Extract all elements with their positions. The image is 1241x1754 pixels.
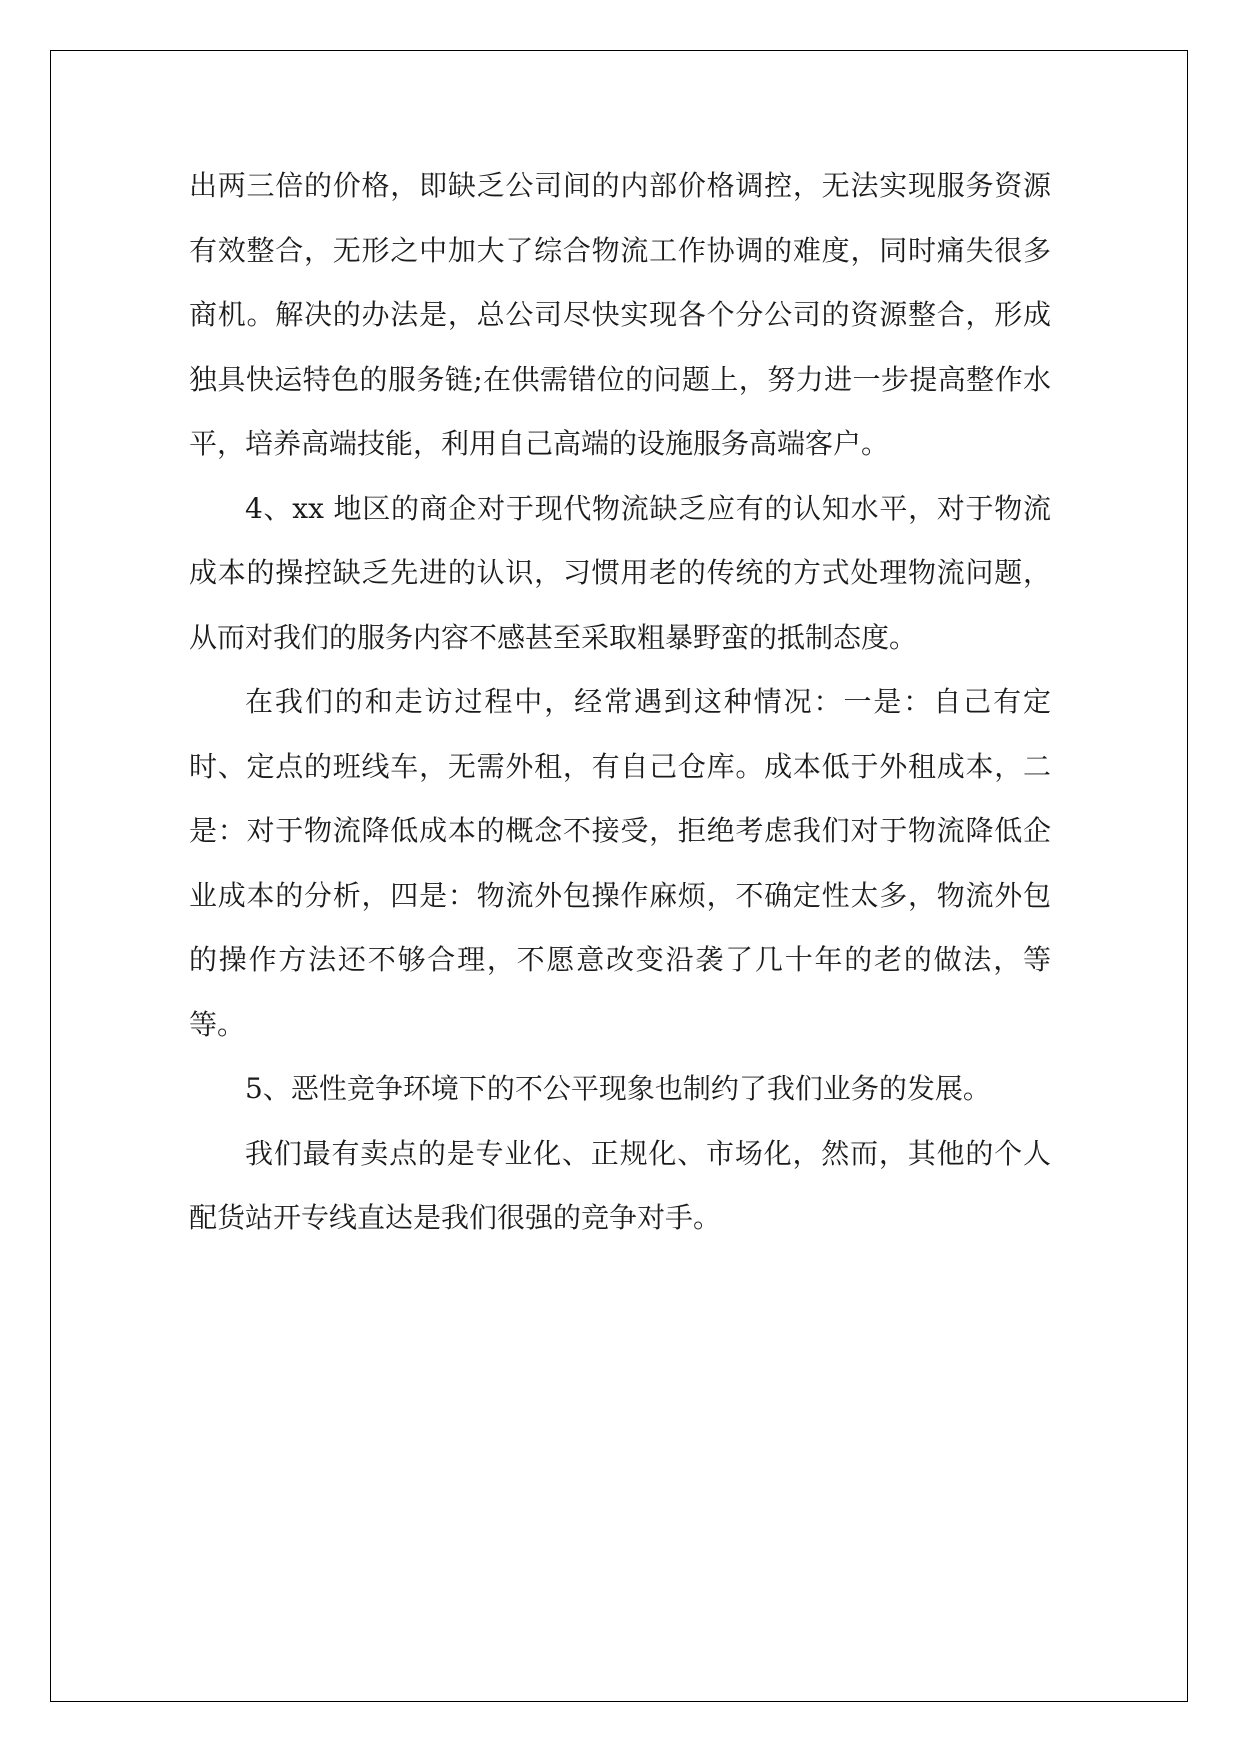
paragraph-2: 4、xx 地区的商企对于现代物流缺乏应有的认知水平，对于物流成本的操控缺乏先进的认识，习惯用老的传统的方式处理物流问题，从而对我们的服务内容不感甚至采取粗暴野蛮的抵制态度。 [189, 491, 1051, 654]
document-body [189, 154, 1051, 1251]
paragraph-1: 出两三倍的价格，即缺乏公司间的内部价格调控，无法实现服务资源有效整合，无形之中加大了综合物流工作协调的难度，同时痛失很多商机。解决的办法是，总公司尽快实现各个分公司的资源整合，形成独具快运特色的服务链;在供需错位的问题上，努力进一步提高整作水平，培养高端技能，利用自己高端的设施服务高端客户。 [189, 169, 1051, 460]
paragraph-5: 我们最有卖点的是专业化、正规化、市场化，然而，其他的个人配货站开专线直达是我们很强的竞争对手。 [189, 1136, 1051, 1234]
paragraph-4: 5、恶性竞争环境下的不公平现象也制约了我们业务的发展。 [245, 1072, 991, 1105]
paragraph-3: 在我们的和走访过程中，经常遇到这种情况：一是：自己有定时、定点的班线车，无需外租，有自己仓库。成本低于外租成本，二是：对于物流降低成本的概念不接受，拒绝考虑我们对于物流降低企业成本的分析，四是：物流外包操作麻烦，不确定性太多，物流外包的操作方法还不够合理，不愿意改变沿袭了几十年的老的做法，等等。 [189, 685, 1051, 1041]
